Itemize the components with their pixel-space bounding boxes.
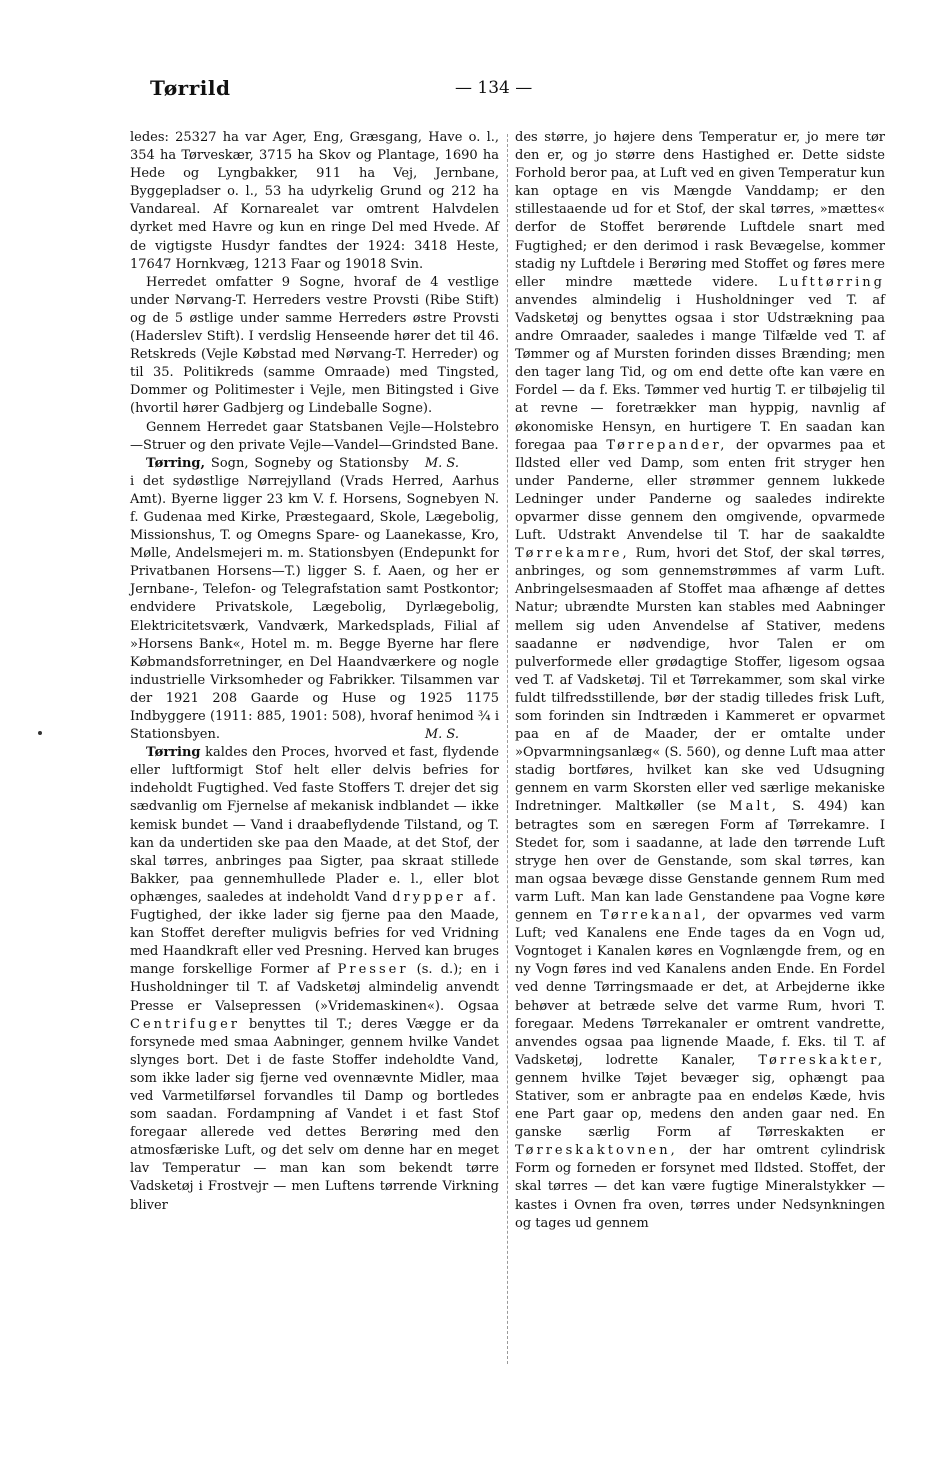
entry-text: anvendes almindelig i Husholdninger ved T. af Vadsketøj og benyttes ogsaa i stor Udstrækning paa andre Omraader, saaledes i mange Tilfælde ved T. af Tømmer og af Mursten forinden disses Brænding; men den tager lang Tid, og om end dette ofte kan være en Fordel — da f. Eks. Tømmer ved hurtig T. er tilbøjelig til at revne — foretrækker man hyppig, navnlig af økonomiske Hensyn, en hurtigere T. En saadan kan foregaa paa	[515, 292, 885, 453]
entry-text: gennem hvilke Tøjet bevæger sig, ophængt paa Stativer, som er anbragte paa en endeløs Kæde, hvis ene Part gaar op, medens den anden gaar ned. En ganske særlig Form af Tørreskakten er	[515, 1070, 885, 1141]
paragraph-parishes: Herredet omfatter 9 Sogne, hvoraf de 4 vestlige under Nørvang-T. Herreders vestre Provsti (Ribe Stift) og de 5 østlige under samme Herreders østre Provsti (Haderslev Stift). I verdslig Henseende hører det til 46. Retskreds (Vejle Købstad med Nørvang-T. Herreder) og til 35. Politikreds (samme Omraade) med Tingsted, Dommer og Politimester i Vejle, men Bitingsted i Give (hvortil hører Gadbjerg og Lindeballe Sogne).	[130, 274, 499, 417]
entry-torring-process	[130, 744, 499, 1214]
entry-text: der opvarmes paa et Ildsted eller ved Damp, som enten frit stryger hen under Panderne, eller strømmer gennem lukkede Ledninger under Panderne og saaledes indirekte opvarmer disse gennem den omgivende, opvarmede Luft. Udstrakt Anvendelse til T. har de saakaldte	[515, 437, 885, 544]
entry-text: Sogn, Sogneby og Stationsby i det sydøstlige Nørrejylland (Vrads Herred, Aarhus Amt). Byerne ligger 23 km V. f. Horsens, Sognebyen N. f. Gudenaa med Kirke, Præstegaard, Skole, Lægebolig, Missionshus, T. og Omegns Spare- og Laanekasse, Kro, Mølle, Andelsmejeri m. m. Stationsbyen (Endepunkt for Privatbanen Horsens—T.) ligger S. f. Aaen, og her er Jernbane-, Telefon- og Telegrafstation samt Postkontor; endvidere Privatskole, Lægebolig, Dyrlægebolig, Elektricitetsværk, Vandværk, Markedsplads, Filial af »Horsens Bank«, Hotel m. m. Begge Byerne har flere Købmandsforretninger, en Del Haandværkere og nogle industrielle Virksomheder og Fabrikker. Tilsammen var der 1921 208 Gaarde og Huse og 1925 1175 Indbyggere (1911: 885, 1901: 508), hvoraf henimod ¾ i Stationsbyen.	[130, 455, 499, 743]
entry-text: S. 494) kan betragtes som en særegen Form af Tørrekamre. I Stedet for, som i saadanne, at lade den tørrende Luft stryge hen over de Genstande, som skal tørres, kan man ogsaa bevæge disse Genstande gennem Rum med varm Luft. Man kan lade Genstandene paa Vogne køre gennem en	[515, 799, 885, 924]
entry-text: (s. d.); en i Husholdninger til T. af Vadsketøj almindelig anvendt Presse er Valsepressen (»Vridemaskinen«). Ogsaa	[130, 962, 499, 1014]
spaced-term: Tørreskaktovnen,	[515, 1143, 678, 1159]
entry-headword: Tørring	[146, 745, 201, 761]
spaced-term: drypper af.	[392, 889, 500, 905]
spaced-term: Centrifuger	[130, 1016, 241, 1032]
railways-text: Gennem Herredet gaar Statsbanen Vejle—Holstebro—Struer og den private Vejle—Vandel—Grindsted Bane.	[130, 419, 499, 453]
right-column	[515, 129, 885, 1233]
author-signature: M. S.	[424, 455, 459, 471]
entry-torring-parish	[130, 455, 499, 745]
entry-text: des større, jo højere dens Temperatur er, jo mere tør den er, og jo større dens Hastighed er. Dette sidste Forhold beror paa, at Luft ved en given Temperatur kun kan optage en vis Mængde Vanddamp; er den stillestaaende ud for et Stof, der skal tørres, »mættes« derfor de Stoffet berørende Luftdele snart med Fugtighed; er den derimod i rask Bevægelse, kommer stadig ny Luftdele i Berøring med Stoffet og føres mere eller mindre mættede videre.	[515, 130, 885, 290]
spaced-term: Presser	[337, 962, 409, 978]
spaced-term: Malt,	[729, 799, 779, 815]
entry-text: der opvarmes ved varm Luft; ved Kanalens ene Ende tages da en Vogn ud, Vogntoget i Kanalen køres en Vognlængde frem, og en ny Vogn føres ind ved Kanalens anden Ende. En Fordel ved denne Tørringsmaade er det, at Arbejderne ikke behøver at betræde selve det varme Rum, hvori T. foregaar. Medens Tørrekanaler er omtrent vandrette, anvendes ogsaa paa lignende Maade, f. Eks. til T. af Vadsketøj, lodrette Kanaler,	[515, 908, 885, 1068]
spaced-term: Tørrepander,	[606, 437, 728, 453]
continued-paragraph	[515, 129, 885, 1233]
left-column	[130, 129, 499, 1215]
page-header	[0, 76, 928, 106]
entry-text: Rum, hvori det Stof, der skal tørres, anbringes, og som gennemstrømmes af varm Luft. Anbringelsesmaaden af Stoffet maa afhænge af dettes Natur; ubrændte Mursten kan stables med Aabninger mellem sig uden Anvendelse af Stativer, medens saadanne er nødvendige, hvor Talen er om pulverformede eller grødagtige Stoffer, ligesom ogsaa ved T. af Vadsketøj. Til et Tørrekammer, som skal virke fuldt tilfredsstillende, bør der stadig tilledes frisk Luft, som forinden sin Indtræden i Kammeret er opvarmet paa en af de Maader, der er omtalte under »Opvarmningsanlæg« (S. 560), og denne Luft maa atter stadig bortføres, hvilket kan ske ved Udsugning gennem en varm Skorsten eller ved særlige mekaniske Indretninger. Maltkøller (se	[515, 546, 885, 815]
entry-text: benyttes til T.; deres Vægge er da forsynede med smaa Aabninger, gennem hvilke Vandet slynges bort. Det i de faste Stoffer indeholdte Vand, som ikke lader sig fjerne ved ovennævnte Midler, maa ved Varmetilførsel forvandles til Damp og bortledes som saadan. Fordampning af Vandet i et fast Stof foregaar allerede ved dettes Berøring med den atmosfæriske Luft, og det selv om denne har en meget lav Temperatur — man kan som bekendt tørre Vadsketøj i Frostvejr — men Luftens tørrende Virkning bliver	[130, 1016, 499, 1213]
author-signature: M. S.	[424, 727, 459, 743]
entry-text: der har omtrent cylindrisk Form og forneden er forsynet med Ildsted. Stoffet, der skal tørres — det kan være fugtige Mineralstykker — kastes i Ovnen fra oven, tørres under Nedsynkningen og tages ud gennem	[515, 1143, 885, 1231]
entry-text: Fugtighed, der ikke lader sig fjerne paa den Maade, kan Stoffet derefter muligvis befries for ved Vridning med Haandkraft eller ved Presning. Herved kan bruges mange forskellige Former af	[130, 908, 499, 978]
page-number: — 134 —	[455, 78, 533, 98]
paragraph-land-use: ledes: 25327 ha var Ager, Eng, Græsgang, Have o. l., 354 ha Tørveskær, 3715 ha Skov og Plantage, 1690 ha Hede og Lyngbakker, 911 ha Vej, Jernbane, Byggepladser o. l., 53 ha udyrkelig Grund og 212 ha Vandareal. Af Kornarealet var omtrent Halvdelen dyrket med Havre og kun en ringe Del med Hvede. Af de vigtigste Husdyr fandtes der 1924: 3418 Heste, 17647 Hornkvæg, 1213 Faar og 19018 Svin.	[130, 130, 499, 272]
running-headword: Tørrild	[150, 76, 231, 100]
entry-headword: Tørring,	[146, 455, 206, 471]
margin-speck	[38, 731, 42, 735]
entry-text: kaldes den Proces, hvorved et fast, flydende eller luftformigt Stof helt eller delvis befries for indeholdt Fugtighed. Ved faste Stoffers T. drejer det sig sædvanlig om Fjernelse af mekanisk indblandet — ikke kemisk bundet — Vand i draabeflydende Tilstand, og T. kan da undertiden ske paa den Maade, at det Stof, der skal tørres, anbringes paa Sigter, paa skraat stillede Bakker, paa gennemhullede Plader e. l., eller blot ophænges, saaledes at indeholdt Vand	[130, 745, 499, 905]
spaced-term: Lufttørring	[778, 274, 885, 290]
spaced-term: Tørrekamre,	[515, 546, 630, 562]
spaced-term: Tørrekanal,	[600, 908, 709, 924]
spaced-term: Tørreskakter,	[758, 1052, 885, 1068]
column-divider	[507, 134, 508, 1364]
